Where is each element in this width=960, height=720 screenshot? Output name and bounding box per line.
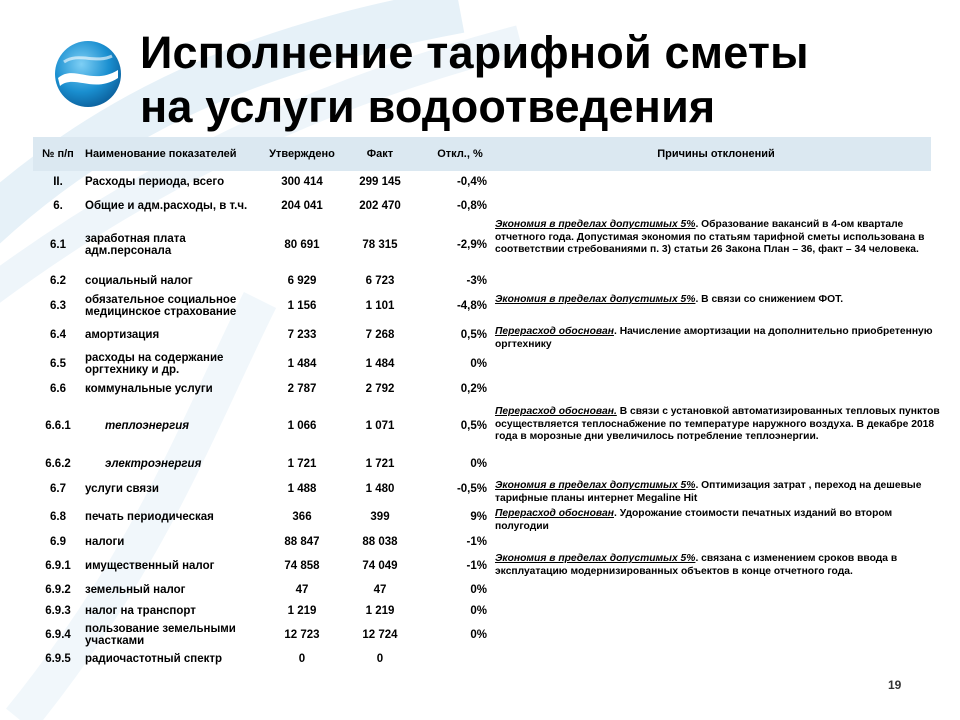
reason-text: . Начисление амортизации на дополнительно приобретенную оргтехнику xyxy=(495,326,933,350)
row-number: 6.9.3 xyxy=(45,605,71,617)
row-fact: 299 145 xyxy=(359,176,401,188)
table-row xyxy=(33,601,931,621)
row-number: 6.9 xyxy=(50,536,66,548)
title-line-2: на услуги водоотведения xyxy=(140,81,716,132)
row-approved: 204 041 xyxy=(281,200,323,212)
row-number: 6.6.2 xyxy=(45,458,71,470)
row-number: 6.2 xyxy=(50,275,66,287)
reason-note xyxy=(495,508,940,533)
reason-text: . В связи со снижением ФОТ. xyxy=(695,294,844,305)
reason-note xyxy=(495,326,940,351)
row-approved: 47 xyxy=(295,584,309,596)
reason-text: . Удорожание стоимости печатных изданий во втором полугодии xyxy=(495,508,893,532)
reason-key: Перерасход обоснован. xyxy=(495,406,617,417)
row-number: 6.1 xyxy=(50,239,66,251)
row-deviation: 0% xyxy=(470,629,487,641)
row-approved: 1 219 xyxy=(287,605,317,617)
row-approved: 7 233 xyxy=(287,329,317,341)
row-deviation: -0,5% xyxy=(456,483,487,495)
row-approved: 88 847 xyxy=(284,536,320,548)
col-header-fact: Факт xyxy=(366,148,394,160)
row-number: 6.9.4 xyxy=(45,629,71,641)
row-approved: 12 723 xyxy=(284,629,320,641)
row-number: 6.8 xyxy=(50,511,66,523)
row-deviation: -1% xyxy=(466,536,487,548)
tariff-estimate-table xyxy=(33,137,931,669)
row-fact: 47 xyxy=(373,584,387,596)
row-fact: 2 792 xyxy=(365,383,395,395)
row-fact: 7 268 xyxy=(365,329,395,341)
row-name: налоги xyxy=(85,536,125,548)
reason-key: Экономия в пределах допустимых 5% xyxy=(495,480,696,491)
col-header-reasons: Причины отклонений xyxy=(657,148,775,160)
table-row xyxy=(33,379,931,399)
col-header-name: Наименование показателей xyxy=(85,148,237,160)
row-deviation: 0% xyxy=(470,458,487,470)
row-deviation: 0,5% xyxy=(460,420,487,432)
row-approved: 80 691 xyxy=(284,239,320,251)
reason-note xyxy=(495,553,940,578)
row-deviation: 0% xyxy=(470,358,487,370)
row-number: 6.5 xyxy=(50,358,66,370)
row-approved: 1 156 xyxy=(287,300,317,312)
reason-text: . Образование вакансий в 4-ом квартале отчетного года. Допустимая экономия по статьям тарифной сметы использована в соответствии стребованиями п. 3) статьи 26 Закона План – 36, факт – 34 человека. xyxy=(495,219,925,256)
row-name: теплоэнергия xyxy=(105,420,190,432)
reason-key: Перерасход обоснован xyxy=(495,326,614,337)
table-row xyxy=(33,271,931,291)
reason-text: . Оптимизация затрат , переход на дешевые тарифные планы интернет Megaline Hit xyxy=(495,480,922,504)
row-name: социальный налог xyxy=(85,275,193,287)
table-row xyxy=(33,453,931,475)
row-fact: 1 721 xyxy=(365,458,395,470)
reason-key: Экономия в пределах допустимых 5% xyxy=(495,294,696,305)
row-name: Общие и адм.расходы, в т.ч. xyxy=(85,200,248,212)
row-name: услуги связи xyxy=(85,483,159,495)
row-deviation: 0,2% xyxy=(460,383,487,395)
table-row xyxy=(33,531,931,553)
row-deviation: 0% xyxy=(470,584,487,596)
row-approved: 366 xyxy=(292,511,312,523)
row-name: коммунальные услуги xyxy=(85,383,213,395)
row-number: 6.9.1 xyxy=(45,560,71,572)
row-number: 6. xyxy=(53,200,63,212)
row-fact: 399 xyxy=(370,511,390,523)
row-number: II. xyxy=(53,176,63,188)
row-approved: 2 787 xyxy=(287,383,317,395)
row-name: пользование земельными участками xyxy=(85,623,236,647)
row-name: электроэнергия xyxy=(105,458,202,470)
row-deviation: -1% xyxy=(466,560,487,572)
row-approved: 74 858 xyxy=(284,560,320,572)
row-approved: 300 414 xyxy=(281,176,323,188)
row-approved: 1 721 xyxy=(287,458,317,470)
page-number: 19 xyxy=(888,678,902,692)
row-name: имущественный налог xyxy=(85,560,215,572)
row-fact: 88 038 xyxy=(362,536,398,548)
row-name: земельный налог xyxy=(85,584,186,596)
row-fact: 78 315 xyxy=(362,239,398,251)
row-fact: 202 470 xyxy=(359,200,401,212)
row-name: расходы на содержание оргтехнику и др. xyxy=(85,352,224,376)
table-row xyxy=(33,579,931,601)
row-fact: 1 219 xyxy=(365,605,395,617)
row-approved: 1 484 xyxy=(287,358,317,370)
reason-text: . связана с изменением сроков ввода в эксплуатацию модернизированных объектов в конце отчетного года. xyxy=(495,553,898,577)
row-approved: 1 488 xyxy=(287,483,317,495)
row-approved: 0 xyxy=(298,653,306,665)
reason-note xyxy=(495,294,940,307)
row-fact: 1 484 xyxy=(365,358,395,370)
row-number: 6.6.1 xyxy=(45,420,71,432)
col-header-number: № п/п xyxy=(42,148,74,160)
row-number: 6.4 xyxy=(50,329,66,341)
row-name: амортизация xyxy=(85,329,160,341)
reason-note xyxy=(495,219,940,257)
col-header-deviation: Откл., % xyxy=(437,148,483,160)
row-number: 6.6 xyxy=(50,383,66,395)
table-row xyxy=(33,193,931,219)
row-approved: 1 066 xyxy=(287,420,317,432)
row-name: печать периодическая xyxy=(85,511,214,523)
row-deviation: -3% xyxy=(466,275,487,287)
row-name: налог на транспорт xyxy=(85,605,196,617)
row-name: радиочастотный спектр xyxy=(85,653,223,665)
row-number: 6.9.2 xyxy=(45,584,71,596)
row-fact: 12 724 xyxy=(362,629,398,641)
row-deviation: 0,5% xyxy=(460,329,487,341)
reason-text: В связи с установкой автоматизированных тепловых пунктов осуществляется теплоснабжение по температуре наружного воздуха. В декабре 2018 года в морозные дни увеличилось потребление теплоэнергии. xyxy=(495,406,940,443)
row-name: заработная плата адм.персонала xyxy=(85,233,186,257)
page-title xyxy=(140,26,809,134)
row-fact: 0 xyxy=(376,653,384,665)
table-header-row xyxy=(33,137,931,171)
reason-key: Перерасход обоснован xyxy=(495,508,614,519)
table-row xyxy=(33,649,931,669)
table-row xyxy=(33,349,931,379)
row-fact: 1 480 xyxy=(365,483,395,495)
row-name: обязательное социальное медицинское страхование xyxy=(85,294,237,318)
row-number: 6.3 xyxy=(50,300,66,312)
row-number: 6.7 xyxy=(50,483,66,495)
row-deviation xyxy=(419,649,501,669)
row-fact: 1 101 xyxy=(365,300,395,312)
row-name: Расходы периода, всего xyxy=(85,176,225,188)
table-row xyxy=(33,171,931,193)
row-fact: 74 049 xyxy=(362,560,398,572)
title-line-1: Исполнение тарифной сметы xyxy=(140,27,809,78)
table-row xyxy=(33,621,931,649)
col-header-approved: Утверждено xyxy=(269,148,335,160)
row-fact: 1 071 xyxy=(365,420,395,432)
row-fact: 6 723 xyxy=(365,275,395,287)
row-deviation: -0,4% xyxy=(456,176,487,188)
reason-key: Экономия в пределах допустимых 5% xyxy=(495,553,696,564)
row-deviation: -4,8% xyxy=(456,300,487,312)
row-deviation: -0,8% xyxy=(456,200,487,212)
row-approved: 6 929 xyxy=(287,275,317,287)
row-deviation: 9% xyxy=(470,511,487,523)
row-number: 6.9.5 xyxy=(45,653,71,665)
row-deviation: 0% xyxy=(470,605,487,617)
reason-note xyxy=(495,406,940,444)
reason-note xyxy=(495,480,940,505)
reason-key: Экономия в пределах допустимых 5% xyxy=(495,219,696,230)
water-drop-logo-icon xyxy=(52,38,124,110)
row-deviation: -2,9% xyxy=(456,239,487,251)
